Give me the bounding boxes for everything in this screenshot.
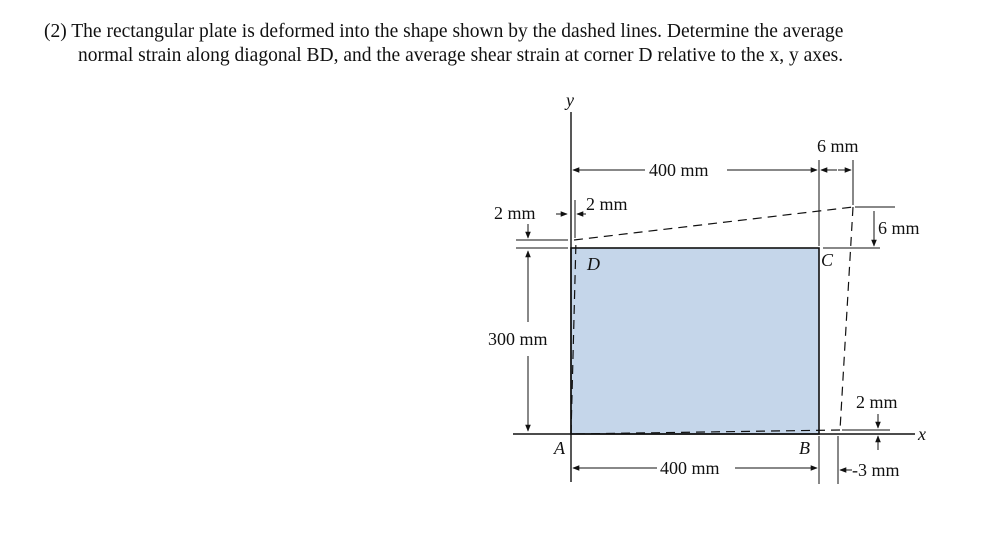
left-dy-label: 2 mm xyxy=(494,203,536,223)
corner-label-b: B xyxy=(799,438,810,458)
problem-line-1: (2) The rectangular plate is deformed into the shape shown by the dashed lines. Determine the average xyxy=(44,21,844,42)
top-width-label: 400 mm xyxy=(649,160,709,180)
problem-line-2: normal strain along diagonal BD, and the average shear strain at corner D relative to the x, y axes. xyxy=(78,45,844,66)
left-dx-label: 2 mm xyxy=(586,194,628,214)
plate xyxy=(571,248,819,434)
corner-label-a: A xyxy=(554,438,565,458)
corner-label-c: C xyxy=(821,250,834,270)
right-dx-label: 6 mm xyxy=(817,136,859,156)
bottom-dy-label: 2 mm xyxy=(856,392,898,412)
corner-label-d: D xyxy=(587,254,600,274)
right-dy-label: 6 mm xyxy=(878,218,920,238)
bottom-dx-label: -3 mm xyxy=(852,460,900,480)
y-axis-label: y xyxy=(566,90,574,110)
bottom-width-label: 400 mm xyxy=(660,458,720,478)
height-label: 300 mm xyxy=(488,329,548,349)
x-axis-label: x xyxy=(918,424,926,444)
